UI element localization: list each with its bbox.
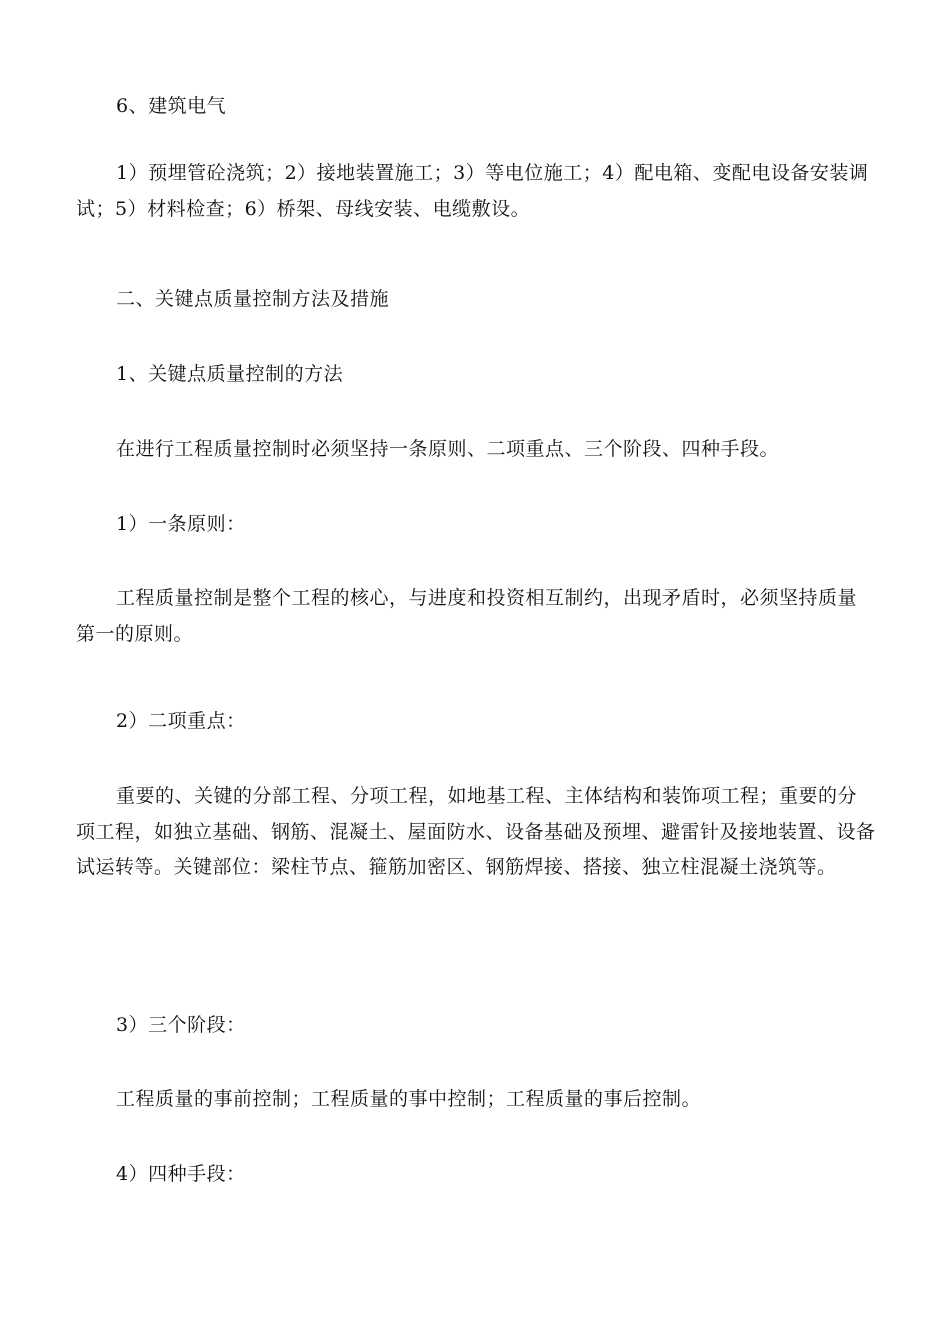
paragraph-focus: 重要的、关键的分部工程、分项工程，如地基工程、主体结构和装饰项工程；重要的分项工程，如独立基础、钢筋、混凝土、屋面防水、设备基础及预埋、避雷针及接地装置、设备试运转等。关键部位：梁柱节点、箍筋加密区、钢筋焊接、搭接、独立柱混凝土浇筑等。 xyxy=(76,785,876,878)
item-heading-stages: 3）三个阶段： xyxy=(116,1014,246,1036)
item-heading-focus: 2）二项重点： xyxy=(116,710,246,732)
paragraph-principle: 工程质量控制是整个工程的核心，与进度和投资相互制约，出现矛盾时，必须坚持质量第一的原则。 xyxy=(76,587,858,645)
paragraph-stages: 工程质量的事前控制；工程质量的事中控制；工程质量的事后控制。 xyxy=(116,1088,702,1110)
paragraph-electrical-items: 1）预埋管砼浇筑；2）接地装置施工；3）等电位施工；4）配电箱、变配电设备安装调试；5）材料检查；6）桥架、母线安装、电缆敷设。 xyxy=(76,162,869,220)
section-heading-key-points: 二、关键点质量控制方法及措施 xyxy=(116,288,390,310)
item-heading-principle: 1）一条原则： xyxy=(116,513,246,535)
subsection-heading-methods: 1、关键点质量控制的方法 xyxy=(116,363,344,385)
paragraph-intro: 在进行工程质量控制时必须坚持一条原则、二项重点、三个阶段、四种手段。 xyxy=(116,438,780,460)
item-heading-means: 4）四种手段： xyxy=(116,1163,246,1185)
section-heading-electrical: 6、建筑电气 xyxy=(116,95,227,117)
